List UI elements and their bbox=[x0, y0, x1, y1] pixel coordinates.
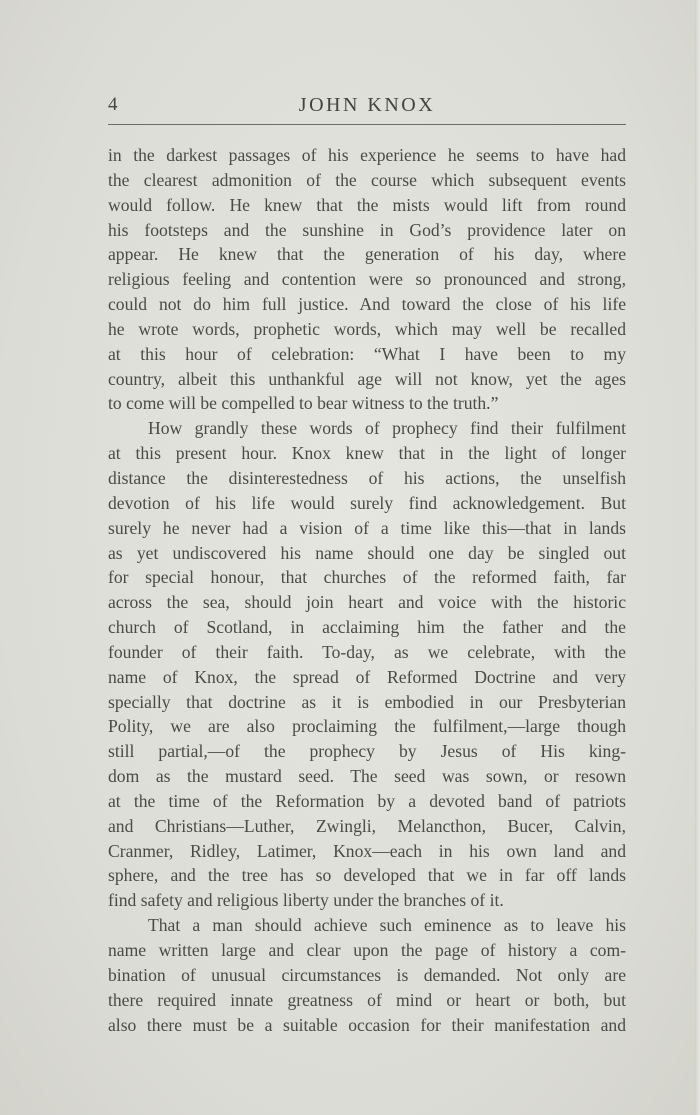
text-line: sphere, and the tree has so developed that we in far off lands bbox=[108, 865, 626, 886]
text-line: could not do him full justice. And toward the close of his life bbox=[108, 294, 626, 315]
text-line: his footsteps and the sunshine in God’s providence later on bbox=[108, 219, 626, 240]
text-line: bination of unusual circumstances is demanded. Not only are bbox=[108, 964, 626, 985]
text-line: across the sea, should join heart and voice with the historic bbox=[108, 592, 626, 613]
text-line: at this hour of celebration: “What I have been to my bbox=[108, 343, 626, 364]
text-line: appear. He knew that the generation of his day, where bbox=[108, 244, 626, 265]
text-line: as yet undiscovered his name should one day be singled out bbox=[108, 542, 626, 563]
page-number: 4 bbox=[108, 94, 118, 115]
paragraph-1 bbox=[108, 143, 626, 416]
text-line: country, albeit this unthankful age will not know, yet the ages bbox=[108, 368, 626, 389]
text-line: the clearest admonition of the course which subsequent events bbox=[108, 169, 626, 190]
text-line: in the darkest passages of his experience he seems to have had bbox=[108, 145, 626, 165]
paragraph-2 bbox=[108, 416, 626, 913]
text-line: specially that doctrine as it is embodied in our Presbyterian bbox=[108, 691, 626, 712]
text-line: at this present hour. Knox knew that in the light of longer bbox=[108, 443, 626, 464]
text-line: founder of their faith. To-day, as we celebrate, with the bbox=[108, 641, 626, 662]
body-text bbox=[108, 143, 626, 1037]
text-line: for special honour, that churches of the reformed faith, far bbox=[108, 567, 626, 588]
header-rule bbox=[108, 124, 626, 125]
text-line: still partial,—of the prophecy by Jesus of His king- bbox=[108, 741, 626, 762]
text-line: and Christians—Luther, Zwingli, Melancthon, Bucer, Calvin, bbox=[108, 815, 626, 836]
page-header bbox=[108, 92, 626, 122]
running-title: JOHN KNOX bbox=[298, 94, 436, 116]
text-line: How grandly these words of prophecy find their fulfilment bbox=[148, 418, 626, 439]
text-line: Cranmer, Ridley, Latimer, Knox—each in his own land and bbox=[108, 840, 626, 861]
text-line: also there must be a suitable occasion for their manifestation and bbox=[108, 1014, 626, 1035]
text-line: surely he never had a vision of a time like this—that in lands bbox=[108, 517, 626, 538]
text-line: would follow. He knew that the mists would lift from round bbox=[108, 194, 626, 215]
text-line: at the time of the Reformation by a devoted band of patriots bbox=[108, 790, 626, 811]
text-line: name written large and clear upon the page of history a com- bbox=[108, 940, 626, 960]
text-line: to come will be compelled to bear witness to the truth.” bbox=[108, 393, 499, 414]
text-line: there required innate greatness of mind or heart or both, but bbox=[108, 989, 626, 1010]
page-edge bbox=[695, 0, 700, 1115]
text-line: devotion of his life would surely find acknowledgement. But bbox=[108, 492, 626, 513]
text-line: name of Knox, the spread of Reformed Doctrine and very bbox=[108, 666, 626, 687]
text-line: That a man should achieve such eminence as to leave his bbox=[148, 915, 626, 936]
text-line: find safety and religious liberty under the branches of it. bbox=[108, 890, 504, 911]
paragraph-3 bbox=[108, 913, 626, 1037]
text-line: Polity, we are also proclaiming the fulfilment,—large though bbox=[108, 716, 626, 737]
text-line: distance the disinterestedness of his actions, the unselfish bbox=[108, 467, 626, 488]
text-line: dom as the mustard seed. The seed was sown, or resown bbox=[108, 766, 626, 787]
text-line: church of Scotland, in acclaiming him the father and the bbox=[108, 617, 626, 638]
text-line: he wrote words, prophetic words, which may well be recalled bbox=[108, 318, 626, 339]
text-line: religious feeling and contention were so pronounced and strong, bbox=[108, 269, 626, 290]
